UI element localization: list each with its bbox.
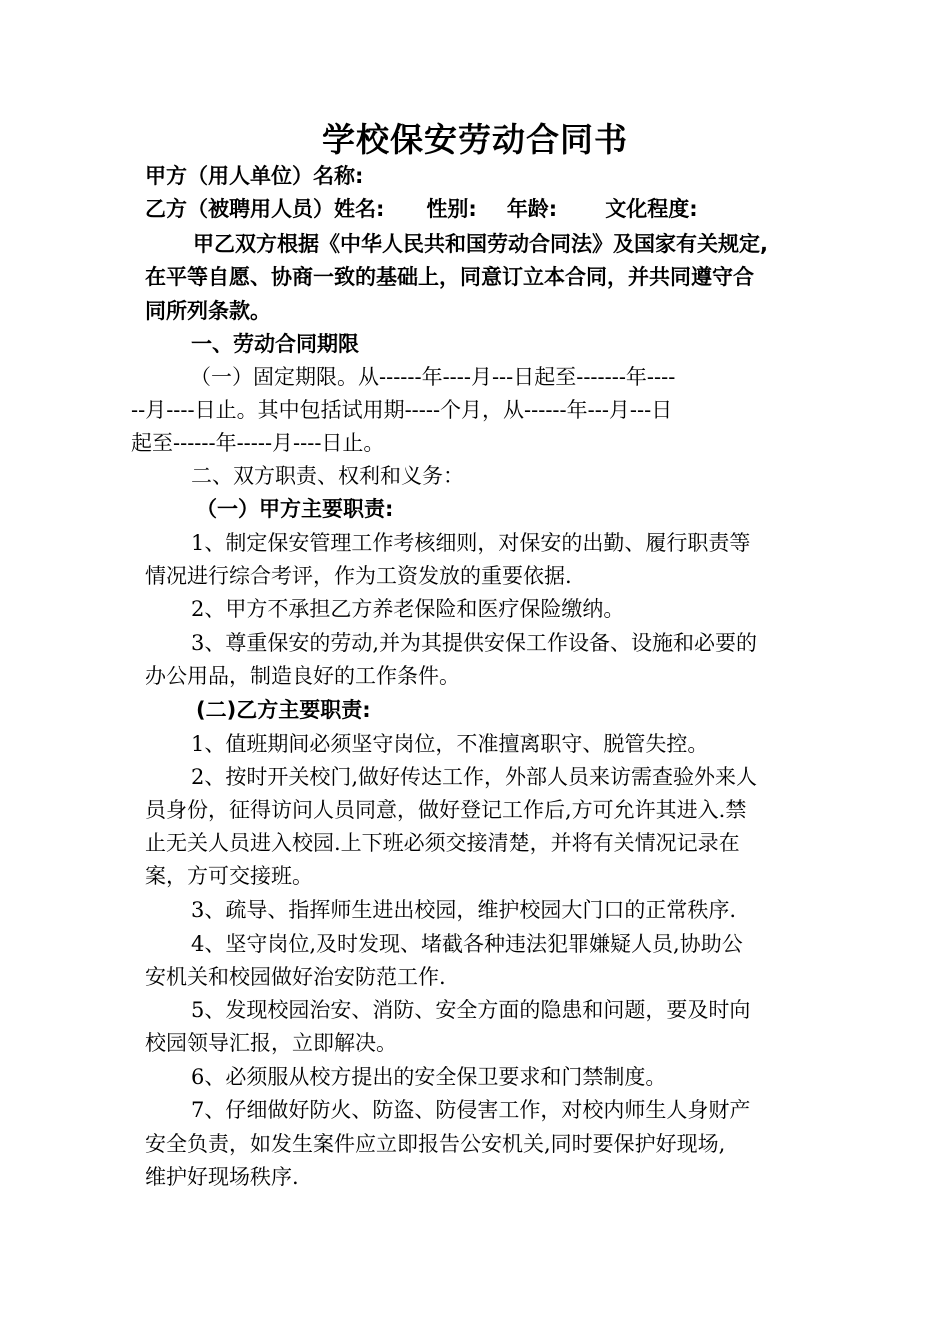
intro-line: 在平等自愿、协商一致的基础上，同意订立本合同，并共同遵守合 [145, 265, 754, 289]
party-b-duty-line: 6、必须服从校方提出的安全保卫要求和门禁制度。 [191, 1065, 667, 1089]
party-a-label: 甲方（用人单位）名称: [145, 164, 364, 188]
party-b-duty-line: 安机关和校园做好治安防范工作. [145, 965, 446, 989]
party-b-gender-label: 性别: [426, 197, 477, 221]
party-b-duty-line: 安全负责，如发生案件应立即报告公安机关,同时要保护好现场, [145, 1132, 726, 1156]
party-b-duty-line: 员身份，征得访问人员同意，做好登记工作后,方可允许其进入.禁 [145, 798, 747, 822]
party-b-duties-heading: (二)乙方主要职责: [196, 698, 371, 722]
party-b-duty-line: 2、按时开关校门,做好传达工作，外部人员来访需查验外来人 [191, 765, 758, 789]
party-b-name-label: 乙方（被聘用人员）姓名: [145, 197, 385, 221]
party-a-duty-line: 办公用品，制造良好的工作条件。 [145, 664, 460, 688]
party-b-duty-line: 1、值班期间必须坚守岗位，不准擅离职守、脱管失控。 [191, 732, 709, 756]
term-line: --月----日止。其中包括试用期-----个月，从------年---月---日 [131, 398, 673, 422]
party-b-duty-line: 3、疏导、指挥师生进出校园，维护校园大门口的正常秩序. [191, 898, 737, 922]
party-b-duty-line: 校园领导汇报，立即解决。 [145, 1031, 397, 1055]
document-title: 学校保安劳动合同书 [322, 120, 628, 159]
intro-line: 同所列条款。 [145, 299, 271, 323]
term-line: （一）固定期限。从------年----月---日起至-------年---- [190, 365, 676, 389]
party-b-duty-line: 止无关人员进入校园.上下班必须交接清楚，并将有关情况记录在 [145, 831, 740, 855]
party-b-age-label: 年龄: [506, 197, 558, 221]
term-line: 起至------年-----月----日止。 [131, 431, 385, 455]
section-heading-duties: 二、双方职责、权利和义务： [191, 464, 464, 488]
party-b-duty-line: 5、发现校园治安、消防、安全方面的隐患和问题，要及时向 [191, 998, 751, 1022]
party-b-duty-line: 7、仔细做好防火、防盗、防侵害工作，对校内师生人身财产 [191, 1098, 751, 1122]
party-b-duty-line: 维护好现场秩序. [145, 1165, 299, 1189]
party-a-duties-heading: （一）甲方主要职责: [196, 497, 394, 521]
party-a-duty-line: 2、甲方不承担乙方养老保险和医疗保险缴纳。 [191, 597, 625, 621]
intro-line: 甲乙双方根据《中华人民共和国劳动合同法》及国家有关规定, [193, 232, 768, 256]
party-a-duty-line: 情况进行综合考评，作为工资发放的重要依据. [145, 564, 572, 588]
party-a-duty-line: 3、尊重保安的劳动,并为其提供安保工作设备、设施和必要的 [191, 631, 758, 655]
party-b-education-label: 文化程度: [605, 197, 698, 221]
party-b-duty-line: 4、坚守岗位,及时发现、堵截各种违法犯罪嫌疑人员,协助公 [191, 932, 743, 956]
section-heading-term: 一、劳动合同期限 [191, 332, 359, 356]
party-b-duty-line: 案，方可交接班。 [145, 864, 313, 888]
party-b-info-line [145, 199, 698, 220]
party-a-duty-line: 1、制定保安管理工作考核细则，对保安的出勤、履行职责等 [191, 531, 751, 555]
